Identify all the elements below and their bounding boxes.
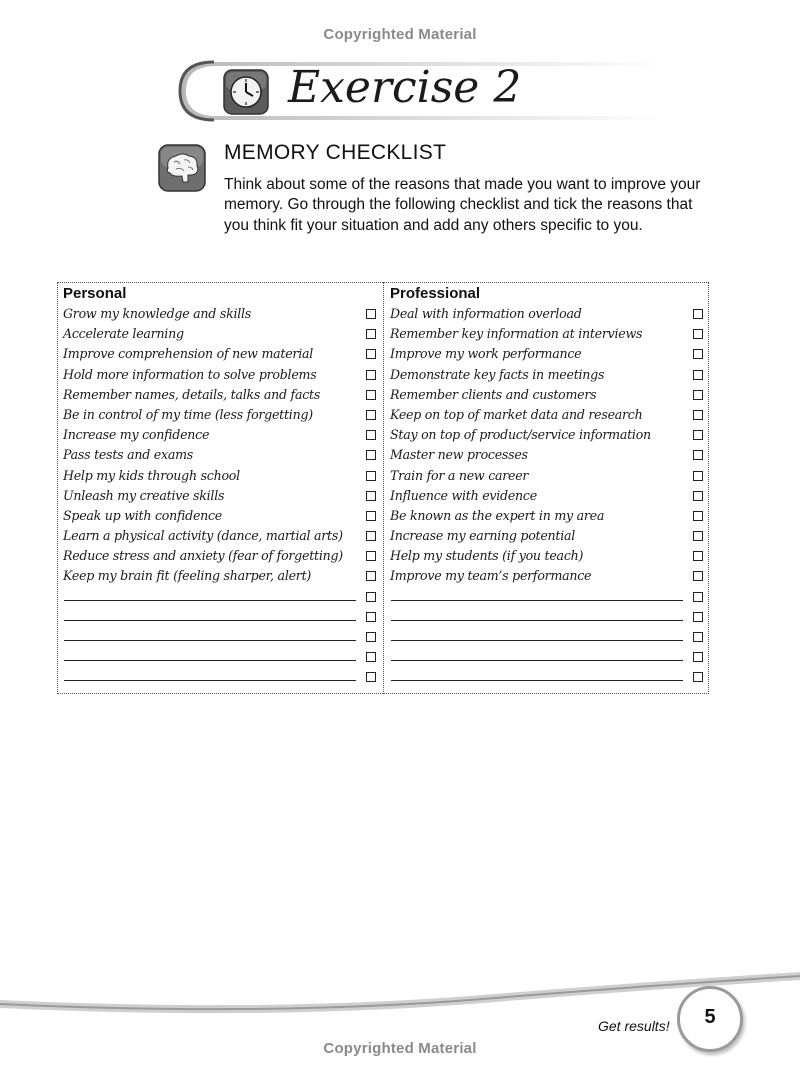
professional-checklist-item	[390, 405, 706, 425]
professional-item-label: Keep on top of market data and research	[390, 406, 643, 422]
column-divider	[383, 282, 384, 694]
personal-item-label: Speak up with confidence	[63, 507, 223, 523]
professional-checklist-item	[390, 526, 706, 546]
checkbox[interactable]	[693, 672, 703, 682]
professional-checklist-item	[390, 425, 706, 445]
checkbox[interactable]	[366, 592, 376, 602]
personal-item-label: Increase my confidence	[63, 427, 210, 443]
personal-checklist-item	[63, 304, 381, 324]
checkbox[interactable]	[366, 571, 376, 581]
checkbox[interactable]	[366, 349, 376, 359]
personal-item-label: Grow my knowledge and skills	[63, 306, 251, 321]
personal-blank-item	[63, 587, 381, 607]
checkbox[interactable]	[693, 430, 703, 440]
checkbox[interactable]	[693, 471, 703, 481]
professional-item-label: Improve my team’s performance	[390, 568, 592, 584]
personal-checklist-item	[63, 365, 381, 385]
write-in-line[interactable]	[64, 640, 356, 641]
checkbox[interactable]	[366, 410, 376, 420]
personal-column	[63, 284, 381, 688]
exercise-title: Exercise 2	[288, 62, 522, 113]
clock-icon	[223, 69, 269, 115]
professional-item-label: Remember clients and customers	[390, 386, 597, 402]
personal-item-label: Help my kids through school	[63, 467, 240, 483]
personal-checklist-item	[63, 486, 381, 506]
personal-item-label: Learn a physical activity (dance, martial arts)	[63, 528, 343, 544]
personal-checklist-item	[63, 344, 381, 364]
checkbox[interactable]	[366, 430, 376, 440]
checkbox[interactable]	[693, 349, 703, 359]
checkbox[interactable]	[366, 612, 376, 622]
checkbox[interactable]	[366, 632, 376, 642]
professional-blank-item	[390, 667, 706, 687]
personal-item-label: Improve comprehension of new material	[63, 346, 314, 362]
personal-blank-item	[63, 607, 381, 627]
professional-column	[390, 284, 706, 688]
professional-checklist-item	[390, 445, 706, 465]
checkbox[interactable]	[693, 652, 703, 662]
write-in-line[interactable]	[64, 600, 356, 601]
personal-item-label: Keep my brain fit (feeling sharper, alert)	[63, 568, 312, 584]
professional-checklist-item	[390, 486, 706, 506]
write-in-line[interactable]	[391, 640, 683, 641]
checkbox[interactable]	[366, 471, 376, 481]
personal-item-label: Be in control of my time (less forgetting)	[63, 406, 313, 422]
checkbox[interactable]	[366, 551, 376, 561]
professional-checklist-item	[390, 365, 706, 385]
top-copyright: Copyrighted Material	[323, 26, 477, 43]
write-in-line[interactable]	[64, 660, 356, 661]
checkbox[interactable]	[366, 329, 376, 339]
professional-checklist-item	[390, 546, 706, 566]
professional-checklist-item	[390, 304, 706, 324]
checkbox[interactable]	[693, 592, 703, 602]
write-in-line[interactable]	[391, 620, 683, 621]
checkbox[interactable]	[693, 450, 703, 460]
personal-checklist-item	[63, 566, 381, 586]
page-number: 5	[704, 1006, 716, 1028]
personal-heading: Personal	[63, 285, 127, 302]
professional-item-label: Demonstrate key facts in meetings	[390, 366, 605, 382]
professional-checklist-item	[390, 385, 706, 405]
professional-checklist-item	[390, 466, 706, 486]
professional-item-label: Help my students (if you teach)	[390, 548, 584, 564]
professional-checklist-item	[390, 324, 706, 344]
personal-item-label: Hold more information to solve problems	[63, 366, 317, 382]
professional-item-label: Master new processes	[390, 447, 528, 463]
professional-checklist-item	[390, 566, 706, 586]
checkbox[interactable]	[693, 410, 703, 420]
professional-item-label: Be known as the expert in my area	[390, 507, 605, 523]
write-in-line[interactable]	[64, 620, 356, 621]
checkbox[interactable]	[366, 531, 376, 541]
professional-item-label: Influence with evidence	[390, 487, 537, 503]
personal-blank-item	[63, 627, 381, 647]
checkbox[interactable]	[366, 652, 376, 662]
checkbox[interactable]	[693, 370, 703, 380]
write-in-line[interactable]	[391, 680, 683, 681]
checkbox[interactable]	[366, 390, 376, 400]
personal-checklist-item	[63, 385, 381, 405]
brain-icon	[158, 144, 206, 192]
personal-checklist-item	[63, 466, 381, 486]
personal-checklist-item	[63, 546, 381, 566]
professional-item-label: Remember key information at interviews	[390, 326, 643, 342]
professional-item-label: Train for a new career	[390, 467, 529, 483]
personal-blank-item	[63, 647, 381, 667]
professional-heading: Professional	[390, 285, 481, 302]
section-title: MEMORY CHECKLIST	[224, 141, 447, 164]
personal-checklist-item	[63, 324, 381, 344]
checkbox[interactable]	[693, 511, 703, 521]
professional-item-label: Improve my work performance	[390, 346, 582, 362]
checkbox[interactable]	[693, 390, 703, 400]
write-in-line[interactable]	[391, 660, 683, 661]
professional-blank-item	[390, 587, 706, 607]
checkbox[interactable]	[366, 672, 376, 682]
professional-item-label: Deal with information overload	[390, 306, 582, 321]
write-in-line[interactable]	[64, 680, 356, 681]
bottom-copyright: Copyrighted Material	[323, 1040, 477, 1057]
personal-blank-item	[63, 667, 381, 687]
professional-blank-item	[390, 647, 706, 667]
professional-blank-item	[390, 627, 706, 647]
checkbox[interactable]	[693, 571, 703, 581]
personal-checklist-item	[63, 526, 381, 546]
write-in-line[interactable]	[391, 600, 683, 601]
checkbox[interactable]	[366, 450, 376, 460]
checkbox[interactable]	[693, 612, 703, 622]
personal-checklist-item	[63, 506, 381, 526]
professional-checklist-item	[390, 506, 706, 526]
professional-item-label: Increase my earning potential	[390, 528, 576, 544]
personal-checklist-item	[63, 405, 381, 425]
personal-checklist-item	[63, 425, 381, 445]
checkbox[interactable]	[693, 329, 703, 339]
personal-item-label: Accelerate learning	[63, 326, 184, 342]
personal-item-label: Reduce stress and anxiety (fear of forgetting)	[63, 548, 343, 564]
checkbox[interactable]	[366, 511, 376, 521]
checkbox[interactable]	[693, 309, 703, 319]
personal-item-label: Remember names, details, talks and facts	[63, 386, 321, 402]
checkbox[interactable]	[693, 531, 703, 541]
checkbox[interactable]	[693, 632, 703, 642]
checkbox[interactable]	[693, 551, 703, 561]
checkbox[interactable]	[366, 491, 376, 501]
professional-item-label: Stay on top of product/service information	[390, 427, 651, 443]
footer-tagline: Get results!	[598, 1018, 670, 1034]
checkbox[interactable]	[366, 370, 376, 380]
personal-checklist-item	[63, 445, 381, 465]
professional-blank-item	[390, 607, 706, 627]
personal-item-label: Unleash my creative skills	[63, 487, 225, 503]
checkbox[interactable]	[693, 491, 703, 501]
personal-item-label: Pass tests and exams	[63, 447, 194, 463]
checkbox[interactable]	[366, 309, 376, 319]
intro-paragraph: Think about some of the reasons that made you want to improve your memory. Go through the following checklist and tick the reasons that you think fit your situation and add any others specific to you.	[224, 176, 701, 234]
professional-checklist-item	[390, 344, 706, 364]
